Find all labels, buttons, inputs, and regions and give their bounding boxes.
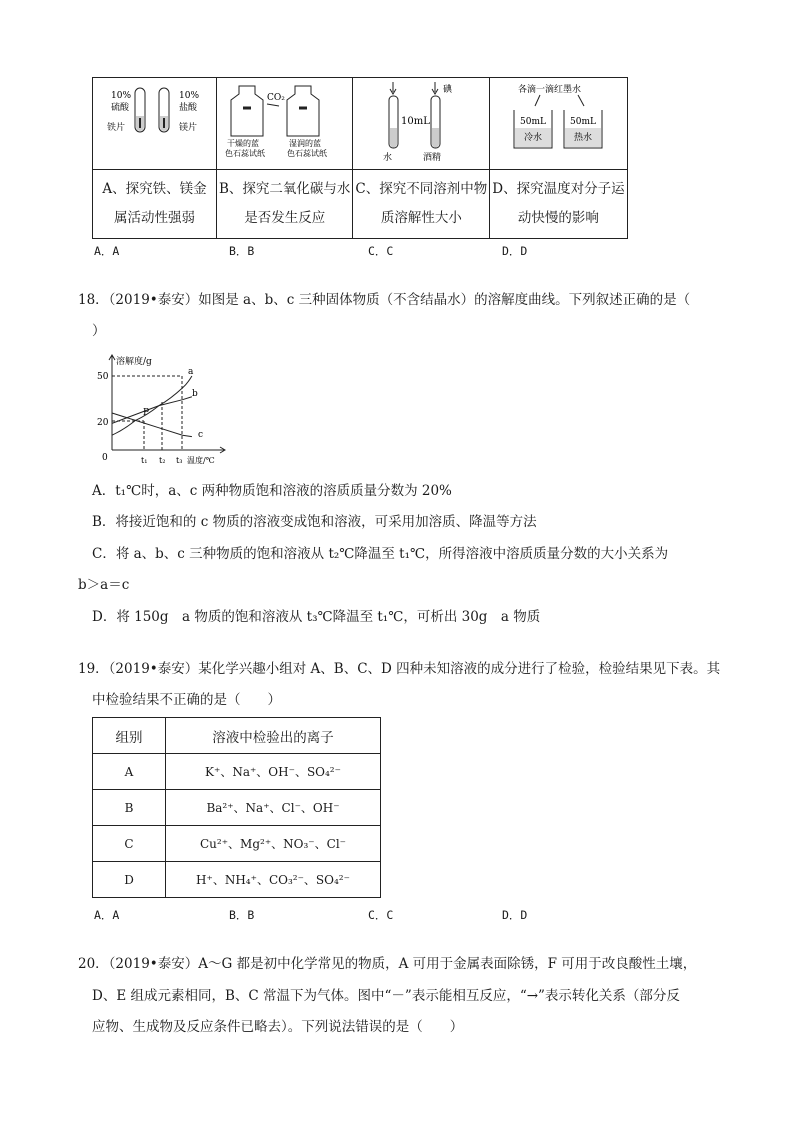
curve-c [112,413,192,437]
q18-option-d[interactable]: D．将 150g a 物质的饱和溶液从 t₃℃降温至 t₁℃，可析出 30g a 物质 [92,609,541,625]
q19-option-a[interactable]: A．A [94,908,120,922]
q17-figure-d [490,78,627,170]
test-tubes-illustration [93,78,216,165]
y-axis-label: 溶解度/g [116,357,152,367]
q17-figure-a [93,78,217,170]
solubility-chart [94,352,234,470]
q20-stem-line3: 应物、生成物及反应条件已略去）。下列说法错误的是（ ） [92,1019,464,1035]
x-tick-t1: t₁ [141,456,148,465]
svg-text:热水: 热水 [574,133,593,143]
curve-a [112,376,192,435]
iodine-tubes-illustration [353,78,488,165]
q19-stem-line2: 中检验结果不正确的是（ ） [92,692,281,708]
curve-b [112,397,192,424]
q17-option-b[interactable]: B．B [229,244,255,258]
svg-text:各滴一滴红墨水: 各滴一滴红墨水 [518,85,582,95]
q19-option-c[interactable]: C．C [368,908,394,922]
svg-text:镁片: 镁片 [179,123,198,133]
q17-caption-a: A、探究铁、镁金 属活动性强弱 [93,170,217,239]
curve-label-b: b [192,389,198,399]
svg-text:10%: 10% [179,91,200,101]
svg-text:色石蕊试纸: 色石蕊试纸 [225,149,265,158]
x-tick-t3: t₃ [176,456,183,465]
svg-text:色石蕊试纸: 色石蕊试纸 [287,149,327,158]
table-row: A K⁺、Na⁺、OH⁻、SO₄²⁻ [93,754,381,790]
y-tick-50: 50 [97,372,109,382]
q18-stem-close: ） [92,323,106,339]
curve-label-c: c [198,430,204,440]
svg-text:酒精: 酒精 [423,153,442,163]
q18-option-b[interactable]: B．将接近饱和的 c 物质的溶液变成饱和溶液，可采用加溶质、降温等方法 [92,514,537,530]
q19-option-d[interactable]: D．D [502,908,528,922]
q17-option-c[interactable]: C．C [368,244,394,258]
q17-option-a[interactable]: A．A [94,244,120,258]
svg-text:冷水: 冷水 [524,133,543,143]
q18-option-c[interactable]: C．将 a、b、c 三种物质的饱和溶液从 t₂℃降温至 t₁℃，所得溶液中溶质质量分数的大小关系为 [92,546,669,562]
svg-text:铁片: 铁片 [107,123,126,133]
q20-stem-line1: 20．（2019•泰安）A～G 都是初中化学常见的物质，A 可用于金属表面除锈，F 可用于改良酸性土壤， [78,956,697,972]
svg-text:10mL: 10mL [401,116,431,127]
q20-stem-line2: D、E 组成元素相同，B、C 常温下为气体。图中“－”表示能相互反应，“→”表示转化关系（部分反 [92,988,680,1004]
q18-option-a[interactable]: A．t₁℃时，a、c 两种物质饱和溶液的溶质质量分数为 20% [92,483,452,499]
intersection-point-label: P [143,408,150,418]
table-header-ions: 溶液中检验出的离子 [166,718,381,754]
table-header-group: 组别 [93,718,166,754]
y-tick-20: 20 [97,418,109,428]
svg-text:碘: 碘 [443,85,453,95]
table-row: C Cu²⁺、Mg²⁺、NO₃⁻、Cl⁻ [93,826,381,862]
svg-text:50mL: 50mL [570,117,597,127]
table-row: B Ba²⁺、Na⁺、Cl⁻、OH⁻ [93,790,381,826]
x-tick-t2: t₂ [159,456,166,465]
q17-caption-c: C、探究不同溶剂中物 质溶解性大小 [353,170,490,239]
svg-text:硫酸: 硫酸 [111,103,130,113]
x-axis-label: 温度/℃ [187,456,215,465]
q17-option-d[interactable]: D．D [502,244,528,258]
curve-label-a: a [188,367,194,377]
q17-caption-b: B、探究二氧化碳与水 是否发生反应 [217,170,353,239]
svg-text:盐酸: 盐酸 [179,103,198,113]
q18-option-c-continued: b＞a＝c [78,577,130,593]
svg-text:水: 水 [383,153,393,163]
q19-option-b[interactable]: B．B [229,908,255,922]
svg-text:50mL: 50mL [520,117,547,127]
q17-caption-d: D、探究温度对分子运 动快慢的影响 [490,170,627,239]
beakers-illustration [490,78,625,165]
q17-figure-b [217,78,353,170]
svg-text:10%: 10% [111,91,132,101]
y-tick-0: 0 [102,453,108,463]
q17-experiment-table [92,77,628,239]
gas-bottles-illustration [217,78,352,165]
q18-stem: 18．（2019•泰安）如图是 a、b、c 三种固体物质（不含结晶水）的溶解度曲线。下列叙述正确的是（ [78,292,691,308]
q19-ion-table [92,717,381,898]
svg-text:CO₂: CO₂ [267,93,285,103]
svg-text:湿润的蓝: 湿润的蓝 [289,139,321,148]
table-row: D H⁺、NH₄⁺、CO₃²⁻、SO₄²⁻ [93,862,381,898]
q17-figure-c [353,78,490,170]
svg-text:干燥的蓝: 干燥的蓝 [227,139,259,148]
q19-stem: 19．（2019•泰安）某化学兴趣小组对 A、B、C、D 四种未知溶液的成分进行了检验，检验结果见下表。其 [78,661,721,677]
